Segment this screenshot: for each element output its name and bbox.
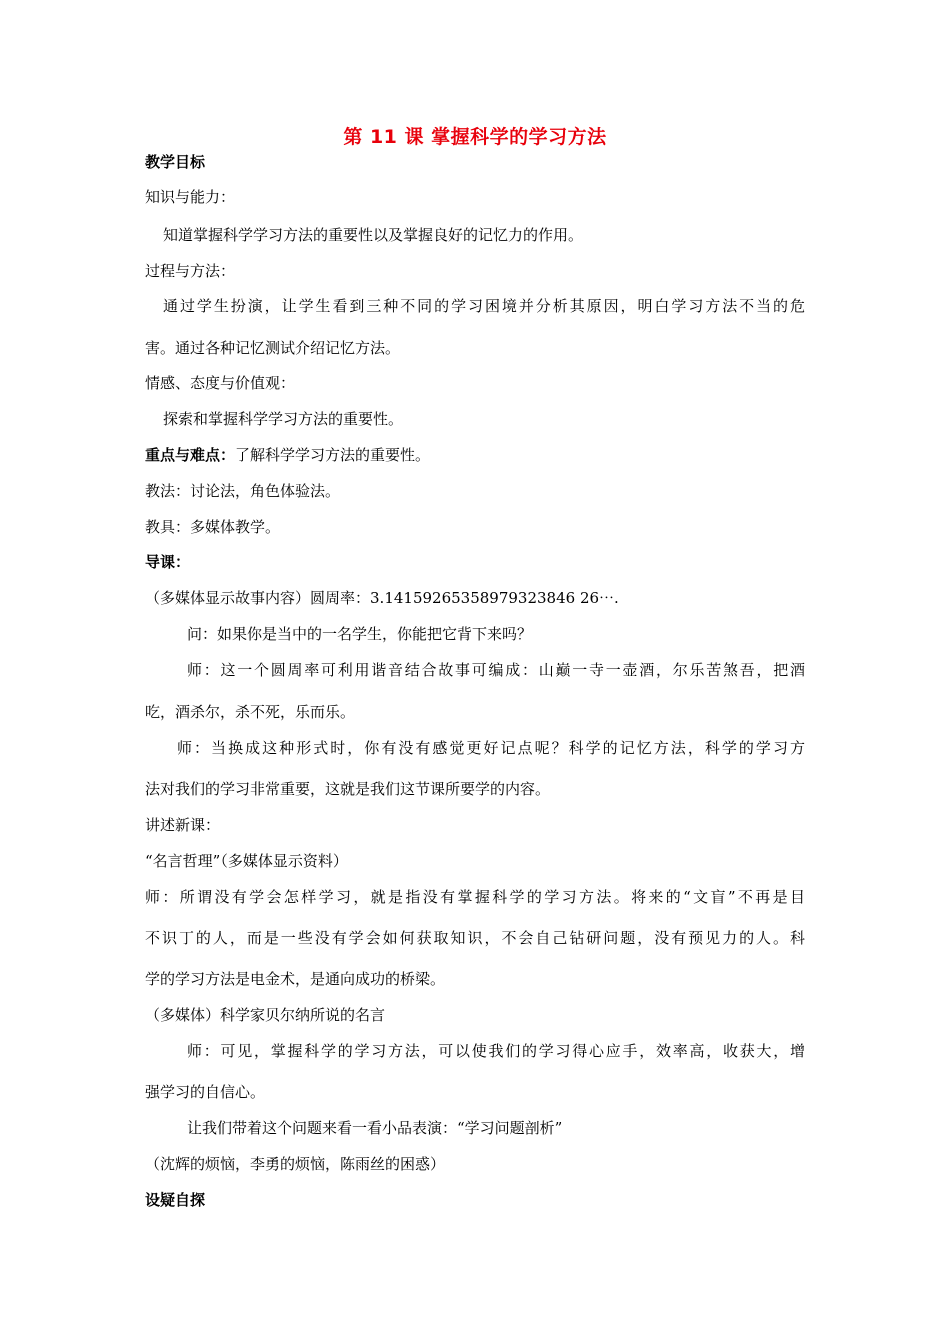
- new-lesson-label: 讲述新课：: [145, 816, 221, 834]
- teacher-para-4-line-1: 师：可见，掌握科学的学习方法，可以使我们的学习得心应手，效率高，收获大，增: [187, 1042, 805, 1060]
- skit-intro: 让我们带着这个问题来看一看小品表演：“学习问题剖析”: [187, 1119, 563, 1137]
- intro-heading: 导课：: [145, 553, 191, 571]
- inquiry-heading: 设疑自探: [145, 1191, 206, 1209]
- teacher-para-2-line-1: 师：当换成这种形式时，你有没有感觉更好记点呢？科学的记忆方法，科学的学习方: [177, 739, 805, 757]
- teacher-para-1-line-1: 师：这一个圆周率可利用谐音结合故事可编成：山巅一寺一壶酒，尔乐苦煞吾，把酒: [187, 661, 805, 679]
- emotion-text: 探索和掌握科学学习方法的重要性。: [163, 410, 404, 428]
- teaching-method: 教法：讨论法，角色体验法。: [145, 482, 341, 500]
- teaching-tools: 教具：多媒体教学。: [145, 518, 281, 536]
- scientist-quote: （多媒体）科学家贝尔纳所说的名言: [145, 1006, 386, 1024]
- teacher-para-4-line-2: 强学习的自信心。: [145, 1083, 266, 1101]
- knowledge-label: 知识与能力：: [145, 188, 236, 206]
- lesson-title: 第 11 课 掌握科学的学习方法: [343, 126, 607, 148]
- key-points-text: 了解科学学习方法的重要性。: [235, 446, 431, 464]
- key-points-line: [145, 446, 815, 464]
- knowledge-text: 知道掌握科学学习方法的重要性以及掌握良好的记忆力的作用。: [163, 226, 584, 244]
- emotion-label: 情感、态度与价值观：: [145, 374, 296, 392]
- teacher-para-2-line-2: 法对我们的学习非常重要，这就是我们这节课所要学的内容。: [145, 780, 551, 798]
- quote-heading: “名言哲理”（多媒体显示资料）: [145, 852, 348, 870]
- teacher-para-3-line-1: 师：所谓没有学会怎样学习，就是指没有掌握科学的学习方法。将来的“文盲”不再是目: [145, 888, 805, 906]
- process-text-line-2: 害。通过各种记忆测试介绍记忆方法。: [145, 339, 401, 357]
- skit-names: （沈辉的烦恼，李勇的烦恼，陈雨丝的困惑）: [145, 1155, 446, 1173]
- teacher-para-3-line-3: 学的学习方法是电金术，是通向成功的桥梁。: [145, 970, 446, 988]
- teacher-para-3-line-2: 不识丁的人，而是一些没有学会如何获取知识，不会自己钻研问题，没有预见力的人。科: [145, 929, 805, 947]
- objectives-heading: 教学目标: [145, 153, 206, 171]
- intro-multimedia: （多媒体显示故事内容）圆周率：3.14159265358979323846 26⋯.: [145, 589, 619, 607]
- key-points-label: 重点与难点：: [145, 446, 236, 464]
- teacher-para-1-line-2: 吃，酒杀尔，杀不死，乐而乐。: [145, 703, 356, 721]
- question-text: 问：如果你是当中的一名学生，你能把它背下来吗？: [187, 625, 533, 643]
- process-text-line-1: 通过学生扮演，让学生看到三种不同的学习困境并分析其原因，明白学习方法不当的危: [163, 297, 805, 315]
- process-label: 过程与方法：: [145, 262, 236, 280]
